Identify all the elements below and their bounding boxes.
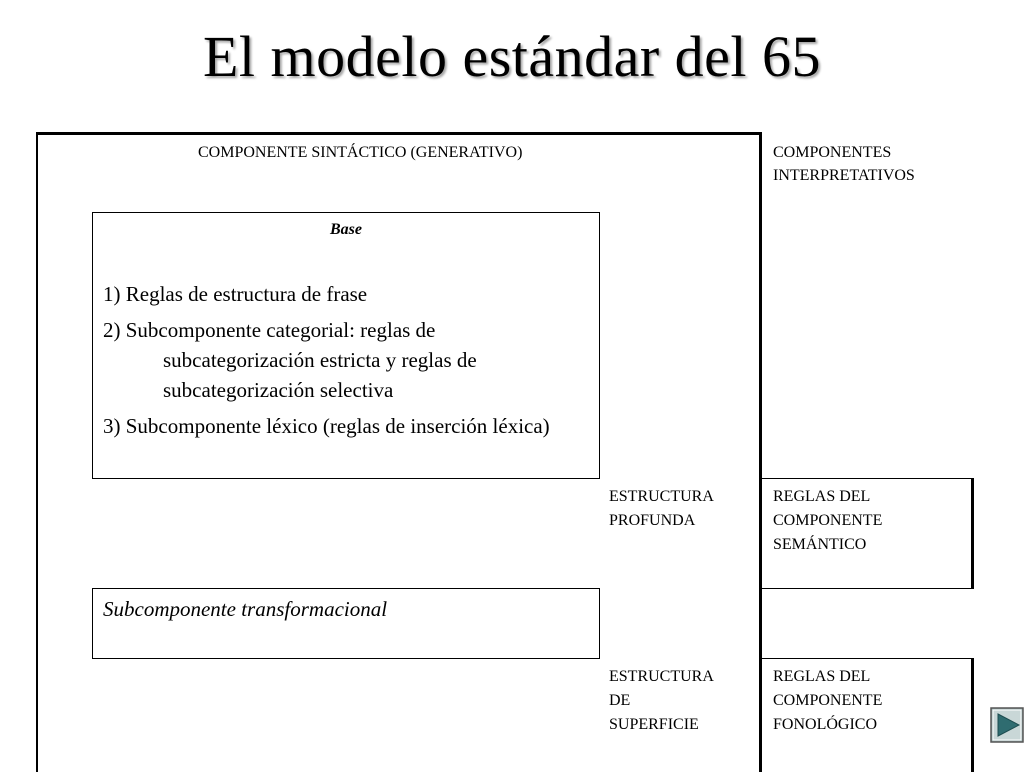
- surface-structure-line1: ESTRUCTURA: [609, 668, 714, 685]
- semantic-rules-line1: REGLAS DEL: [773, 488, 871, 505]
- semantic-rules-line2: COMPONENTE: [773, 512, 883, 529]
- syntactic-component-label: COMPONENTE SINTÁCTICO (GENERATIVO): [198, 144, 523, 161]
- base-title: Base: [330, 221, 362, 238]
- transformational-box: [92, 588, 600, 659]
- semantic-rules-label: [773, 485, 882, 557]
- interpretive-components-label: [773, 141, 915, 187]
- base-rule-item: 2) Subcomponente categorial: reglas de subcategorización estricta y reglas de subcategorización selectiva: [103, 318, 477, 402]
- base-rule-item: 3) Subcomponente léxico (reglas de inserción léxica): [103, 414, 550, 438]
- surface-structure-label: [609, 665, 714, 737]
- next-slide-button[interactable]: [990, 707, 1024, 743]
- deep-structure-line1: ESTRUCTURA: [609, 488, 714, 505]
- slide-title: El modelo estándar del 65: [202, 24, 822, 89]
- play-triangle-icon: [990, 707, 1024, 743]
- deep-structure-label: [609, 485, 714, 533]
- surface-structure-line2: DE: [609, 692, 631, 709]
- phonological-rules-line2: COMPONENTE: [773, 692, 883, 709]
- interpretive-label-line1: COMPONENTES: [773, 144, 892, 161]
- phonological-rules-label: [773, 665, 882, 737]
- phonological-rules-line1: REGLAS DEL: [773, 668, 871, 685]
- semantic-rules-line3: SEMÁNTICO: [773, 536, 867, 553]
- base-rule-list: [103, 279, 583, 447]
- base-rule-item: 1) Reglas de estructura de frase: [103, 282, 368, 306]
- interpretive-label-line2: INTERPRETATIVOS: [773, 167, 915, 184]
- phonological-rules-line3: FONOLÓGICO: [773, 716, 877, 733]
- deep-structure-line2: PROFUNDA: [609, 512, 696, 529]
- surface-structure-line3: SUPERFICIE: [609, 716, 699, 733]
- transformational-label: Subcomponente transformacional: [103, 597, 388, 621]
- base-box: [92, 212, 600, 479]
